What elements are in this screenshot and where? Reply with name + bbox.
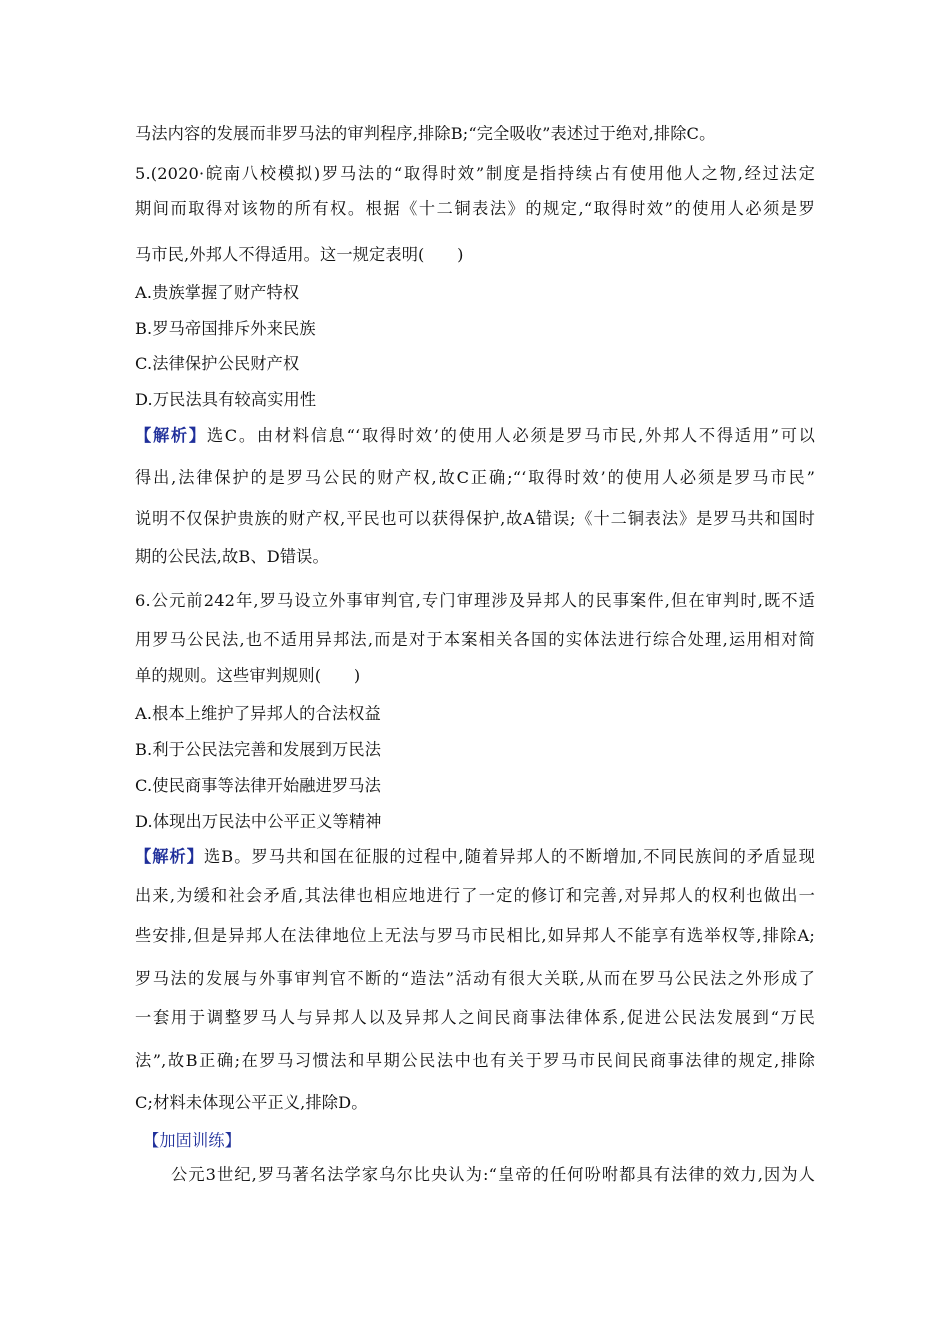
option-d: D.万民法具有较高实用性 <box>135 390 317 409</box>
analysis-label: 【解析】 <box>135 847 205 866</box>
option-a: A.贵族掌握了财产特权 <box>135 283 300 302</box>
analysis-line: 法”,故B正确;在罗马习惯法和早期公民法中也有关于罗马市民间民商事法律的规定,排除 <box>135 1051 815 1070</box>
option-c: C.使民商事等法律开始融进罗马法 <box>135 776 381 795</box>
analysis-line <box>135 425 815 447</box>
option-b: B.罗马帝国排斥外来民族 <box>135 319 316 338</box>
analysis-text: 选C。由材料信息“‘取得时效’的使用人必须是罗马市民,外邦人不得适用”可以 <box>206 426 816 445</box>
text-line: 马法内容的发展而非罗马法的审判程序,排除B;“完全吸收”表述过于绝对,排除C。 <box>135 124 716 143</box>
analysis-line: 说明不仅保护贵族的财产权,平民也可以获得保护,故A错误;《十二铜表法》是罗马共和国时 <box>135 509 815 528</box>
option-d: D.体现出万民法中公平正义等精神 <box>135 812 382 831</box>
question-5-stem: 马市民,外邦人不得适用。这一规定表明( ) <box>135 245 464 264</box>
option-b: B.利于公民法完善和发展到万民法 <box>135 740 382 759</box>
analysis-label: 【解析】 <box>135 426 207 445</box>
option-c: C.法律保护公民财产权 <box>135 354 300 373</box>
question-5-stem: 5.(2020·皖南八校模拟)罗马法的“取得时效”制度是指持续占有使用他人之物,经过法定 <box>135 164 815 183</box>
analysis-line: C;材料未体现公平正义,排除D。 <box>135 1093 368 1112</box>
question-6-stem: 6.公元前242年,罗马设立外事审判官,专门审理涉及异邦人的民事案件,但在审判时,既不适 <box>135 591 815 610</box>
analysis-line: 期的公民法,故B、D错误。 <box>135 547 329 566</box>
analysis-line: 一套用于调整罗马人与异邦人以及异邦人之间民商事法律体系,促进公民法发展到“万民 <box>135 1008 815 1027</box>
analysis-line: 些安排,但是异邦人在法律地位上无法与罗马市民相比,如异邦人不能享有选举权等,排除A; <box>135 926 815 945</box>
question-6-stem: 用罗马公民法,也不适用异邦法,而是对于本案相关各国的实体法进行综合处理,运用相对简 <box>135 630 815 649</box>
analysis-line: 得出,法律保护的是罗马公民的财产权,故C正确;“‘取得时效’的使用人必须是罗马市民” <box>135 468 815 487</box>
analysis-line: 罗马法的发展与外事审判官不断的“造法”活动有很大关联,从而在罗马公民法之外形成了 <box>135 969 815 988</box>
option-a: A.根本上维护了异邦人的合法权益 <box>135 704 381 723</box>
reinforcement-heading: 【加固训练】 <box>143 1131 242 1150</box>
question-5-stem: 期间而取得对该物的所有权。根据《十二铜表法》的规定,“取得时效”的使用人必须是罗 <box>135 199 815 218</box>
question-6-stem: 单的规则。这些审判规则( ) <box>135 666 361 685</box>
analysis-line: 出来,为缓和社会矛盾,其法律也相应地进行了一定的修订和完善,对异邦人的权利也做出一 <box>135 886 815 905</box>
analysis-line <box>135 846 815 868</box>
reinforcement-text: 公元3世纪,罗马著名法学家乌尔比央认为:“皇帝的任何吩咐都具有法律的效力,因为人 <box>171 1165 815 1184</box>
analysis-text: 选B。罗马共和国在征服的过程中,随着异邦人的不断增加,不同民族间的矛盾显现 <box>204 847 816 866</box>
